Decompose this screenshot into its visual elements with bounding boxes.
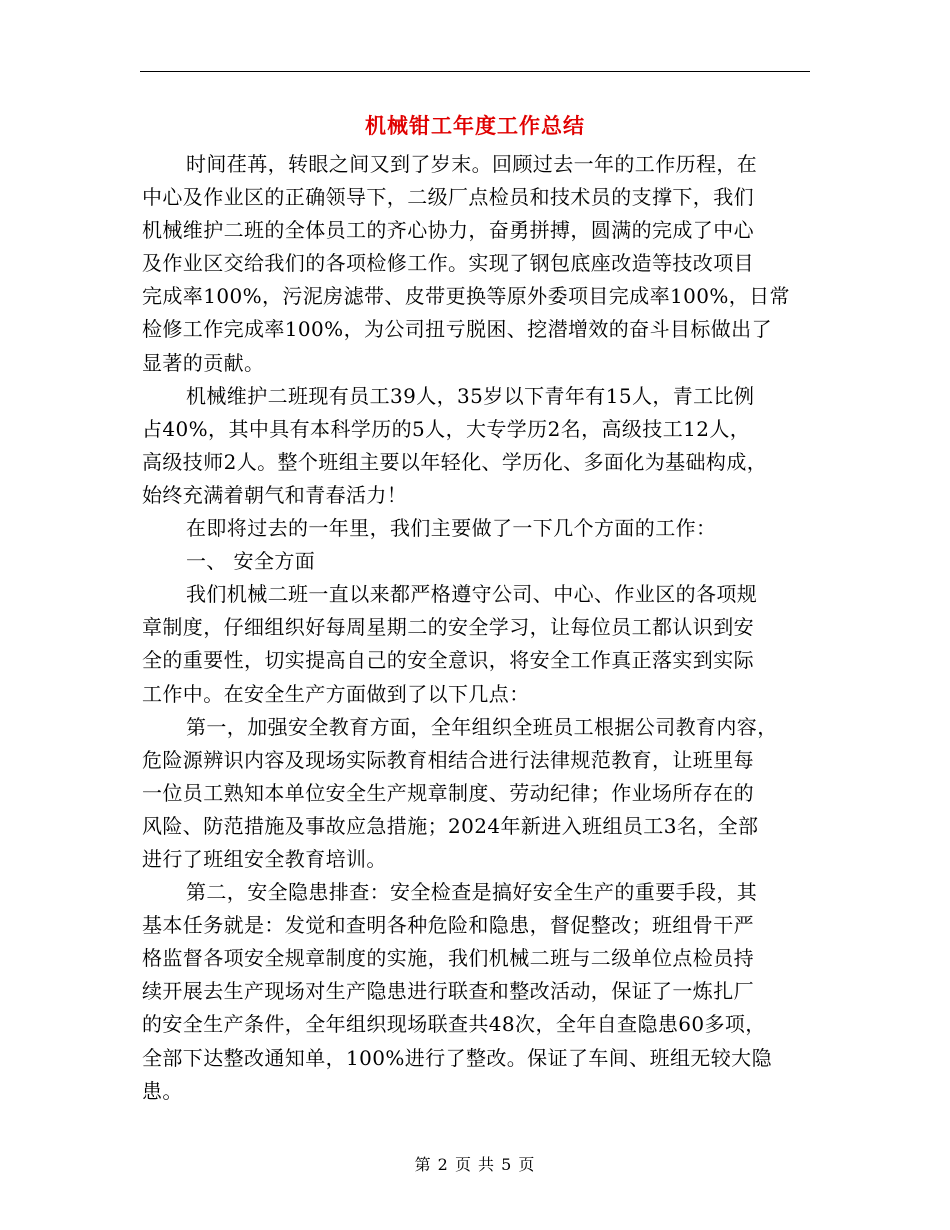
body-line: 始终充满着朝气和青春活力！ — [142, 482, 408, 507]
body-line: 格监督各项安全规章制度的实施，我们机械二班与二级单位点检员持 — [142, 946, 754, 971]
body-line: 占40%，其中具有本科学历的5人，大专学历2名，高级技工12人， — [142, 416, 751, 441]
body-line: 在即将过去的一年里，我们主要做了一下几个方面的工作： — [186, 516, 717, 541]
body-line: 风险、防范措施及事故应急措施；2024年新进入班组员工3名，全部 — [142, 813, 759, 838]
body-line: 及作业区交给我们的各项检修工作。实现了钢包底座改造等技改项目 — [142, 251, 754, 276]
header-rule — [140, 71, 810, 72]
body-line: 危险源辨识内容及现场实际教育相结合进行法律规范教育，让班里每 — [142, 747, 754, 772]
body-line: 一位员工熟知本单位安全生产规章制度、劳动纪律；作业场所存在的 — [142, 780, 754, 805]
body-line: 检修工作完成率100%，为公司扭亏脱困、挖潜增效的奋斗目标做出了 — [142, 317, 772, 342]
body-line: 章制度，仔细组织好每周星期二的安全学习，让每位员工都认识到安 — [142, 615, 754, 640]
document-body — [142, 148, 810, 1108]
document-title: 机械钳工年度工作总结 — [365, 114, 585, 138]
body-line: 中心及作业区的正确领导下，二级厂点检员和技术员的支撑下，我们 — [142, 185, 754, 210]
body-line: 时间荏苒，转眼之间又到了岁末。回顾过去一年的工作历程，在 — [186, 152, 758, 176]
body-line: 机械维护二班现有员工39人，35岁以下青年有15人，青工比例 — [186, 383, 755, 408]
page-number: 第 2 页 共 5 页 — [414, 1155, 536, 1174]
body-line: 全部下达整改通知单，100%进行了整改。保证了车间、班组无较大隐 — [142, 1045, 772, 1070]
body-line: 的安全生产条件，全年组织现场联查共48次，全年自查隐患60多项， — [142, 1012, 766, 1037]
body-line: 显著的贡献。 — [142, 350, 265, 375]
body-line: 完成率100%，污泥房滤带、皮带更换等原外委项目完成率100%，日常 — [142, 284, 790, 309]
body-line: 续开展去生产现场对生产隐患进行联查和整改活动，保证了一炼扎厂 — [142, 979, 754, 1004]
body-line: 基本任务就是：发觉和查明各种危险和隐患，督促整改；班组骨干严 — [142, 913, 754, 938]
body-line: 第二，安全隐患排查：安全检查是搞好安全生产的重要手段，其 — [186, 880, 758, 905]
body-line: 高级技师2人。整个班组主要以年轻化、学历化、多面化为基础构成， — [142, 449, 768, 474]
body-line: 全的重要性，切实提高自己的安全意识，将安全工作真正落实到实际 — [142, 648, 754, 673]
body-line: 机械维护二班的全体员工的齐心协力，奋勇拼搏，圆满的完成了中心 — [142, 218, 754, 243]
body-line: 进行了班组安全教育培训。 — [142, 846, 387, 871]
body-line: 工作中。在安全生产方面做到了以下几点： — [142, 681, 530, 706]
body-line: 我们机械二班一直以来都严格遵守公司、中心、作业区的各项规 — [186, 582, 758, 607]
body-line: 第一，加强安全教育方面，全年组织全班员工根据公司教育内容， — [186, 714, 778, 739]
body-line: 患。 — [142, 1078, 183, 1103]
body-line: 一、 安全方面 — [186, 549, 316, 574]
